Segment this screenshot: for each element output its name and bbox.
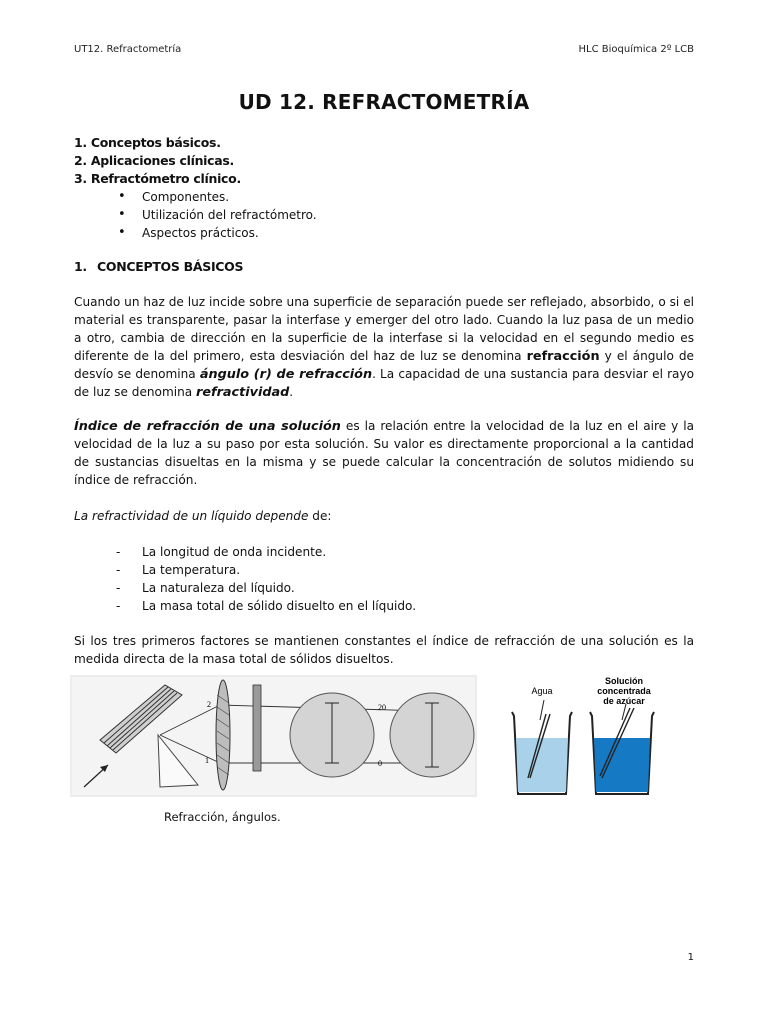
factors-list — [116, 543, 416, 615]
paragraph-refractivity-intro — [74, 508, 694, 526]
toc-subitem-usage: • Utilización del refractómetro. — [142, 206, 317, 224]
toc-item-2: 2. Aplicaciones clínicas. — [74, 153, 234, 168]
paragraph-refraction — [74, 294, 694, 401]
figure-label-20: 20 — [378, 703, 386, 712]
term-refraccion: refracción — [526, 348, 600, 364]
figure-label-2: 2 — [207, 700, 211, 709]
list-item: - La temperatura. — [116, 561, 416, 579]
toc-subitem-practical: • Aspectos prácticos. — [142, 224, 317, 242]
paragraph-conclusion: Si los tres primeros factores se mantienen constantes el índice de refracción de una solución es la medida directa de la masa total de sólidos disueltos. — [74, 634, 694, 666]
figure-label-1: 1 — [205, 756, 209, 765]
section-title: CONCEPTOS BÁSICOS — [97, 259, 244, 274]
text: . La capacidad de una sustancia para desviar el rayo de luz se denomina — [74, 366, 695, 399]
term-indice-refraccion: Índice de refracción de una solución — [74, 419, 341, 434]
toc-item-3: 3. Refractómetro clínico. — [74, 171, 241, 186]
text: y el ángulo de desvío se denomina — [74, 348, 694, 381]
toc-item-1: 1. Conceptos básicos. — [74, 135, 221, 150]
paragraph-refractive-index — [74, 418, 694, 490]
term-angulo-refraccion: ángulo (r) de refracción — [199, 366, 373, 382]
italic-text: La refractividad de un líquido depende — [74, 509, 309, 523]
page-number: 1 — [687, 952, 694, 963]
beakers-illustration — [500, 674, 590, 802]
toc-subitem-components: • Componentes. — [142, 188, 317, 206]
label-water: Agua — [531, 686, 553, 696]
text: Cuando un haz de luz incide sobre una superficie de separación puede ser reflejado, absorbido, o si el material es transparente, pasar la interfase y emerger del otro lado. Cuando la luz pasa de un medio a otro, cambia de dirección en la superficie de la interfase si la velocidad en el segundo medio es diferente de la del primero, esta desviación del haz de luz se denomina — [74, 295, 694, 363]
list-item: - La naturaleza del líquido. — [116, 579, 416, 597]
list-item: - La longitud de onda incidente. — [116, 543, 416, 561]
section-number: 1. — [74, 259, 87, 274]
figure-caption: Refracción, ángulos. — [164, 810, 281, 824]
header-right: HLC Bioquímica 2º LCB — [578, 44, 694, 55]
refraction-diagram — [70, 675, 477, 797]
toc-subitems — [74, 188, 317, 242]
label-solution-line3: de azúcar — [603, 696, 645, 706]
table-of-contents — [74, 134, 317, 242]
sugar-beaker-illustration — [586, 674, 670, 802]
text: . — [289, 384, 294, 399]
text: de: — [308, 509, 332, 523]
text: es la relación entre la velocidad de la luz en el aire y la velocidad de la luz a su paso por esta solución. Su valor es directamente proporcional a la cantidad de sustancias disueltas en la misma y se puede calcular la concentración de solutos midiendo su índice de refracción. — [74, 419, 694, 487]
section-heading — [74, 259, 243, 274]
list-item: - La masa total de sólido disuelto en el líquido. — [116, 597, 416, 615]
label-solution-line1: Solución — [605, 676, 643, 686]
term-refractividad: refractividad — [196, 384, 290, 400]
figure-label-0: 0 — [378, 759, 382, 768]
label-solution-line2: concentrada — [597, 686, 651, 696]
header-left: UT12. Refractometría — [74, 44, 182, 55]
page-title: UD 12. REFRACTOMETRÍA — [238, 90, 530, 114]
